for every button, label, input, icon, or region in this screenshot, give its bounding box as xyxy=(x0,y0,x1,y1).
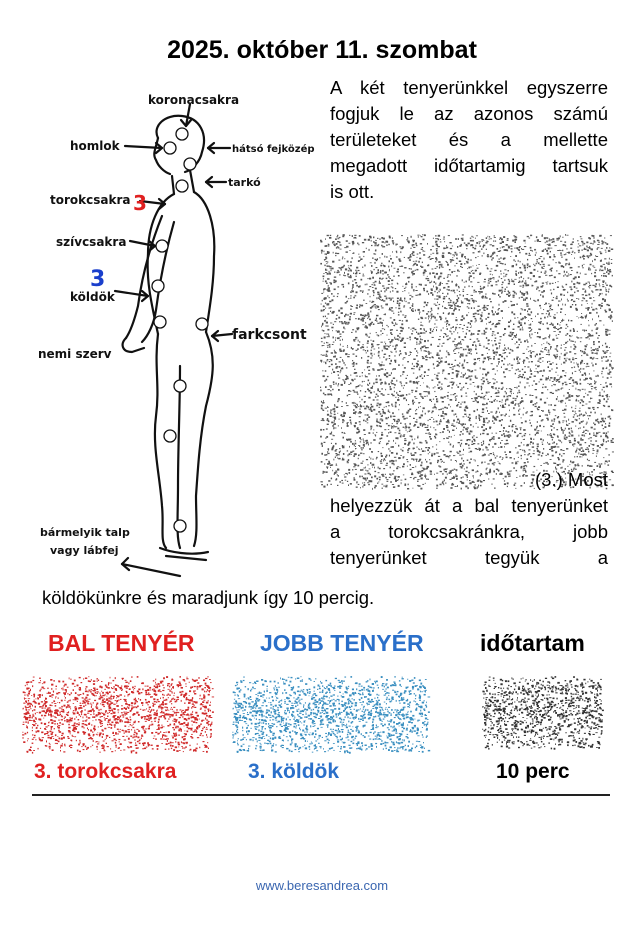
intro-line: területeket és a mellette xyxy=(330,129,608,150)
label-nemi-szerv: nemi szerv xyxy=(38,347,112,361)
label-talp-line2: vagy lábfej xyxy=(50,544,119,557)
value-idotartam: 10 perc xyxy=(496,760,570,783)
body-diagram xyxy=(30,86,325,581)
human-figure-illustration xyxy=(30,86,325,581)
value-jobb-tenyer: 3. köldök xyxy=(248,760,340,783)
intro-paragraph xyxy=(330,75,608,205)
header-idotartam: időtartam xyxy=(480,630,585,656)
label-koronacsakra: koronacsakra xyxy=(148,93,240,107)
marker-red-3: 3 xyxy=(133,191,147,215)
label-talp-line1: bármelyik talp xyxy=(40,526,130,539)
label-tarko: tarkó xyxy=(228,176,261,189)
header-jobb-tenyer: JOBB TENYÉR xyxy=(260,630,424,656)
instruction-paragraph xyxy=(330,467,608,571)
label-koldok: köldök xyxy=(70,290,115,304)
label-torokcsakra: torokcsakra xyxy=(50,193,131,207)
label-farkcsont: farkcsont xyxy=(232,327,307,343)
scribbled-out-area xyxy=(318,232,614,490)
intro-line: fogjuk le az azonos számú xyxy=(330,103,608,124)
header-bal-tenyer: BAL TENYÉR xyxy=(48,630,195,656)
intro-line: megadott időtartamig tartsuk xyxy=(330,155,608,176)
intro-line: is ott. xyxy=(330,181,375,202)
page-title: 2025. október 11. szombat xyxy=(167,36,477,64)
scribbled-out-row xyxy=(18,672,618,756)
label-szivcsakra: szívcsakra xyxy=(56,235,127,249)
instruction-line: helyezzük át a bal tenyerünket xyxy=(330,495,608,516)
table-bottom-rule xyxy=(32,794,610,796)
label-homlok: homlok xyxy=(70,139,120,153)
footer-website: www.beresandrea.com xyxy=(255,878,389,893)
instruction-line: a torokcsakránkra, jobb xyxy=(330,521,608,542)
intro-line: A két tenyerünkkel egyszerre xyxy=(330,77,608,98)
label-hatso-fejkozep: hátsó fejközép xyxy=(232,144,315,155)
value-bal-tenyer: 3. torokcsakra xyxy=(34,760,177,783)
instruction-line-full: köldökünkre és maradjunk így 10 percig. xyxy=(42,587,375,608)
marker-blue-3: 3 xyxy=(90,267,106,292)
instruction-line: tenyerünket tegyük a xyxy=(330,547,608,568)
instruction-line: (3.) Most xyxy=(535,469,608,490)
